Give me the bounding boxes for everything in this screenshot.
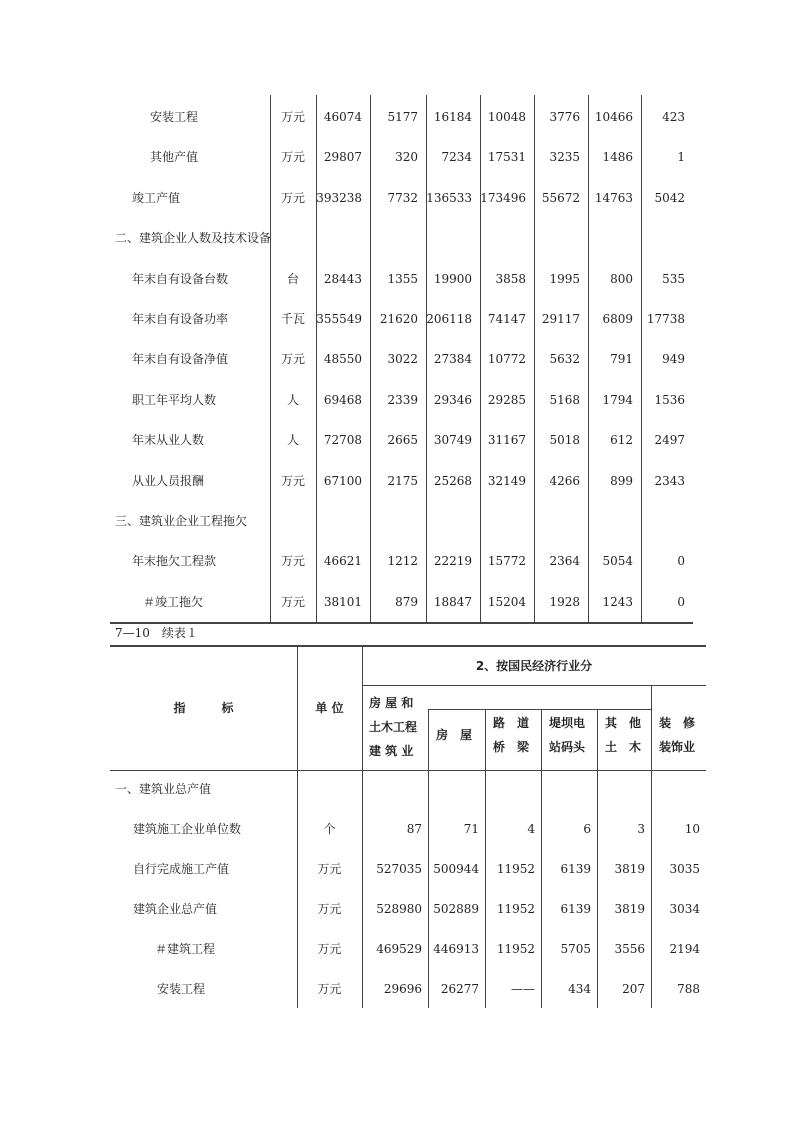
value-cell: 1995 [549, 271, 580, 286]
column-header: 站码头 [549, 740, 586, 754]
value-cell: 2194 [669, 942, 700, 956]
unit-cell: 万元 [317, 902, 342, 916]
column-header: 土木工程 [369, 720, 418, 734]
value-cell: 800 [610, 271, 633, 286]
value-cell: 11952 [496, 862, 535, 876]
value-cell: 2343 [654, 473, 685, 488]
row-label: ＃建筑工程 [155, 942, 216, 956]
value-cell: 31167 [487, 433, 526, 448]
row-label: 从业人员报酬 [132, 473, 205, 488]
subgroup-header-rule [428, 709, 651, 710]
table-bottom-rule [110, 622, 693, 624]
value-cell: 46621 [323, 554, 362, 569]
row-label: 年末从业人数 [132, 433, 205, 448]
value-cell: 10772 [487, 352, 526, 367]
value-cell: 434 [568, 982, 591, 996]
value-cell: 29285 [487, 392, 526, 407]
value-cell: 30749 [433, 433, 472, 448]
value-cell: 173496 [480, 190, 526, 205]
row-label: 年末自有设备台数 [132, 271, 229, 286]
group-header-rule [362, 685, 706, 686]
row-label: 自行完成施工产值 [133, 862, 230, 876]
value-cell: 71 [463, 822, 479, 836]
column-header: 堤坝电 [549, 716, 586, 730]
value-cell: 5177 [387, 110, 418, 124]
value-cell: 18847 [433, 594, 472, 609]
value-cell: 17531 [487, 150, 526, 165]
row-label: 安装工程 [150, 110, 199, 124]
value-cell: 69468 [323, 392, 362, 407]
value-cell: 7234 [441, 150, 472, 165]
row-label: 三、建筑业企业工程拖欠 [115, 514, 248, 528]
value-cell: 788 [677, 982, 700, 996]
value-cell: 48550 [323, 352, 362, 367]
unit-cell: 万元 [280, 352, 305, 367]
value-cell: 29346 [433, 392, 472, 407]
column-divider [485, 709, 486, 1008]
header-unit: 单 位 [315, 701, 344, 715]
value-cell: 320 [395, 150, 418, 165]
value-cell: 11952 [496, 942, 535, 956]
value-cell: 355549 [316, 312, 362, 326]
unit-cell: 人 [286, 392, 299, 407]
value-cell: 25268 [433, 473, 472, 488]
column-divider [651, 685, 652, 1008]
row-label: 竣工产值 [132, 190, 181, 205]
value-cell: 67100 [323, 473, 362, 488]
value-cell: 15204 [487, 594, 526, 609]
value-cell: 2339 [387, 392, 418, 407]
unit-cell: 万元 [317, 942, 342, 956]
value-cell: 500944 [433, 862, 479, 876]
value-cell: 207 [622, 982, 645, 996]
value-cell: 0 [677, 594, 685, 609]
value-cell: 5632 [549, 352, 580, 367]
value-cell: 21620 [379, 312, 418, 326]
value-cell: 87 [406, 822, 422, 836]
value-cell: 5054 [602, 554, 633, 569]
value-cell: 4266 [549, 473, 580, 488]
value-cell: 535 [662, 271, 685, 286]
value-cell: 38101 [323, 594, 362, 609]
value-cell: 4 [527, 822, 535, 836]
value-cell: 14763 [594, 190, 633, 205]
value-cell: 502889 [433, 902, 479, 916]
column-header: 房 屋 [436, 728, 473, 742]
value-cell: 46074 [323, 110, 362, 124]
value-cell: 1536 [654, 392, 685, 407]
value-cell: 3022 [387, 352, 418, 367]
column-header: 装 修 [659, 716, 696, 730]
row-label: 安装工程 [157, 982, 206, 996]
value-cell: 3034 [669, 902, 700, 916]
value-cell: 949 [662, 352, 685, 367]
unit-cell: 万元 [280, 594, 305, 609]
value-cell: 22219 [433, 554, 472, 569]
value-cell: 55672 [541, 190, 580, 205]
value-cell: 19900 [433, 271, 472, 286]
column-header: 建 筑 业 [369, 744, 414, 758]
value-cell: 29117 [541, 312, 580, 326]
value-cell: 469529 [376, 942, 422, 956]
value-cell: 6 [583, 822, 591, 836]
value-cell: 10466 [594, 110, 633, 124]
value-cell: 11952 [496, 902, 535, 916]
value-cell: 206118 [426, 312, 472, 326]
value-cell: 5705 [560, 942, 591, 956]
value-cell: 16184 [433, 110, 472, 124]
unit-cell: 万元 [280, 110, 305, 124]
value-cell: 1243 [602, 594, 633, 609]
value-cell: 6139 [560, 862, 591, 876]
header-bottom-rule [110, 770, 706, 771]
value-cell: 423 [662, 110, 685, 124]
value-cell: 899 [610, 473, 633, 488]
unit-cell: 万元 [317, 862, 342, 876]
unit-cell: 千瓦 [280, 312, 305, 326]
table-top-rule [110, 645, 706, 647]
column-header: 路 道 [493, 716, 530, 730]
row-label: 年末自有设备净值 [132, 352, 229, 367]
unit-cell: 万元 [317, 982, 342, 996]
unit-cell: 万元 [280, 150, 305, 165]
row-label: 一、建筑业总产值 [115, 782, 212, 796]
value-cell: 2364 [549, 554, 580, 569]
value-cell: 446913 [433, 942, 479, 956]
value-cell: 10048 [487, 110, 526, 124]
column-header: 桥 梁 [493, 740, 530, 754]
value-cell: 1486 [602, 150, 633, 165]
unit-cell: 万元 [280, 473, 305, 488]
value-cell: 791 [610, 352, 633, 367]
column-divider [428, 709, 429, 1008]
value-cell: 1355 [387, 271, 418, 286]
value-cell: 3035 [669, 862, 700, 876]
value-cell: 527035 [376, 862, 422, 876]
value-cell: 3 [637, 822, 645, 836]
value-cell: 1928 [549, 594, 580, 609]
value-cell: 10 [684, 822, 700, 836]
table-caption: 7—10 续表１ [115, 626, 198, 640]
value-cell: 17738 [646, 312, 685, 326]
value-cell: 393238 [316, 190, 362, 205]
row-label: 职工年平均人数 [132, 392, 217, 407]
column-header: 土 木 [605, 740, 642, 754]
value-cell: 74147 [487, 312, 526, 326]
value-cell: 3819 [614, 902, 645, 916]
unit-cell: 台 [286, 271, 299, 286]
row-label: 建筑施工企业单位数 [133, 822, 242, 836]
value-cell: 32149 [487, 473, 526, 488]
row-label: 年末拖欠工程款 [132, 554, 217, 569]
value-cell: 3858 [495, 271, 526, 286]
value-cell: 29696 [383, 982, 422, 996]
value-cell: 3235 [549, 150, 580, 165]
value-cell: 2665 [387, 433, 418, 448]
header-indicator: 指 标 [173, 701, 234, 715]
value-cell: 2497 [654, 433, 685, 448]
row-label: 二、建筑企业人数及技术设备 [115, 231, 272, 246]
value-cell: 3776 [549, 110, 580, 124]
row-label: 年末自有设备功率 [132, 312, 229, 326]
value-cell: 1212 [387, 554, 418, 569]
value-cell: —— [511, 982, 535, 996]
value-cell: 3556 [614, 942, 645, 956]
column-header: 装饰业 [659, 740, 696, 754]
value-cell: 136533 [426, 190, 472, 205]
value-cell: 15772 [487, 554, 526, 569]
value-cell: 7732 [387, 190, 418, 205]
column-divider [597, 709, 598, 1008]
value-cell: 528980 [376, 902, 422, 916]
value-cell: 27384 [433, 352, 472, 367]
value-cell: 3819 [614, 862, 645, 876]
unit-cell: 个 [323, 822, 336, 836]
value-cell: 28443 [323, 271, 362, 286]
value-cell: 2175 [387, 473, 418, 488]
value-cell: 5018 [549, 433, 580, 448]
value-cell: 612 [610, 433, 633, 448]
column-header: 房 屋 和 [369, 696, 414, 710]
value-cell: 5168 [549, 392, 580, 407]
value-cell: 29807 [323, 150, 362, 165]
value-cell: 879 [395, 594, 418, 609]
column-divider [541, 709, 542, 1008]
header-group: 2、按国民经济行业分 [475, 659, 593, 673]
value-cell: 6809 [602, 312, 633, 326]
value-cell: 72708 [323, 433, 362, 448]
value-cell: 1794 [602, 392, 633, 407]
unit-cell: 万元 [280, 190, 305, 205]
value-cell: 6139 [560, 902, 591, 916]
column-header: 其 他 [605, 716, 642, 730]
row-label: ＃竣工拖欠 [143, 594, 204, 609]
value-cell: 26277 [440, 982, 479, 996]
unit-cell: 人 [286, 433, 299, 448]
value-cell: 1 [677, 150, 685, 165]
row-label: 建筑企业总产值 [133, 902, 218, 916]
row-label: 其他产值 [150, 150, 199, 165]
unit-cell: 万元 [280, 554, 305, 569]
value-cell: 5042 [654, 190, 685, 205]
value-cell: 0 [677, 554, 685, 569]
